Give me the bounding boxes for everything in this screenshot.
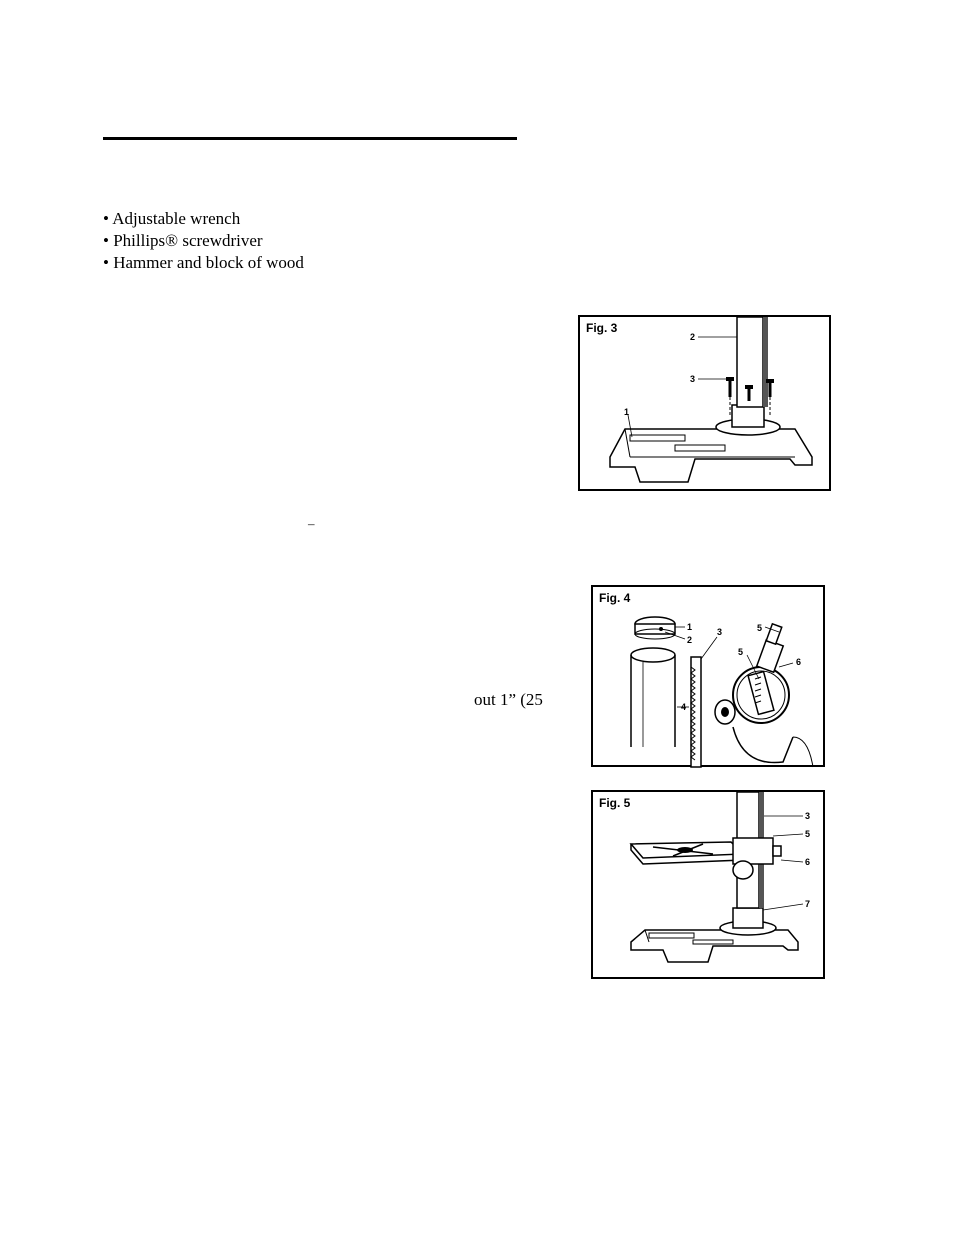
figure-title: Fig. 4 [599, 591, 631, 605]
figure-title: Fig. 5 [599, 796, 631, 810]
section-heading-rule [103, 137, 517, 140]
list-item: • Hammer and block of wood [103, 253, 304, 272]
callout-label: 6 [805, 857, 811, 867]
list-item: • Phillips® screwdriver [103, 231, 263, 250]
callout-label: 3 [717, 627, 723, 637]
callout-label: 1 [687, 622, 693, 632]
callout-label: 5 [738, 647, 744, 657]
stray-dash: – [308, 516, 315, 531]
figure-3-drawing [580, 317, 833, 493]
callout-label: 7 [805, 899, 811, 909]
callout-label: 2 [687, 635, 693, 645]
callout-label: 2 [690, 332, 696, 342]
figure-4 [591, 585, 825, 767]
callout-label: 4 [681, 702, 687, 712]
tools-list [103, 208, 304, 274]
figure-5 [591, 790, 825, 979]
callout-label: 3 [690, 374, 696, 384]
figure-5-drawing [593, 792, 827, 981]
figure-3 [578, 315, 831, 491]
callout-label: 5 [757, 623, 763, 633]
stray-text-fragment: out 1” (25 [474, 690, 543, 709]
callout-label: 5 [805, 829, 811, 839]
callout-label: 1 [624, 407, 630, 417]
callout-label: 6 [796, 657, 802, 667]
figure-title: Fig. 3 [586, 321, 618, 335]
callout-label: 3 [805, 811, 811, 821]
figure-4-drawing [593, 587, 827, 769]
list-item: • Adjustable wrench [103, 209, 241, 228]
